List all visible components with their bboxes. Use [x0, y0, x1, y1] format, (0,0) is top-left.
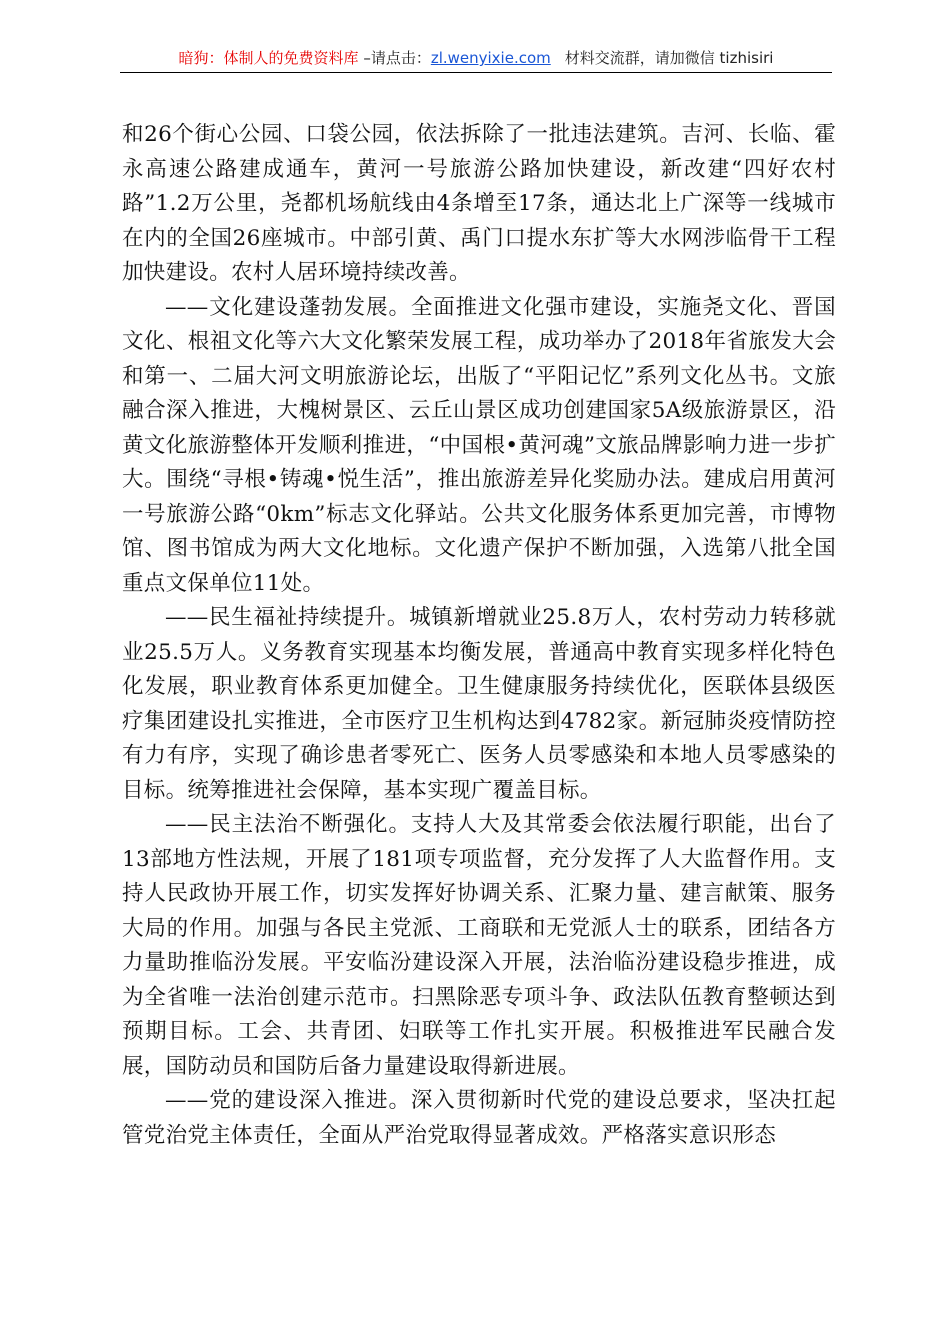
- paragraph-continuation: 和26个街心公园、口袋公园，依法拆除了一批违法建筑。吉河、长临、霍永高速公路建成通车，黄河一号旅游公路加快建设，新改建“四好农村路”1.2万公里，尧都机场航线由4条增至17条，通达北上广深等一线城市在内的全国26座城市。中部引黄、禹门口提水东扩等大水网涉临骨干工程加快建设。农村人居环境持续改善。: [122, 122, 836, 285]
- paragraph-livelihood: ——民生福祉持续提升。城镇新增就业25.8万人，农村劳动力转移就业25.5万人。义务教育实现基本均衡发展，普通高中教育实现多样化特色化发展，职业教育体系更加健全。卫生健康服务持续优化，医联体县级医疗集团建设扎实推进，全市医疗卫生机构达到4782家。新冠肺炎疫情防控有力有序，实现了确诊患者零死亡、医务人员零感染和本地人员零感染的目标。统筹推进社会保障，基本实现广覆盖目标。: [122, 605, 836, 803]
- header-brand: 暗狗：体制人的免费资料库: [178, 49, 359, 67]
- header-group-info: 材料交流群，请加微信 tizhisiri: [564, 49, 774, 67]
- paragraph-rule-of-law: ——民主法治不断强化。支持人大及其常委会依法履行职能，出台了13部地方性法规，开展了181项专项监督，充分发挥了人大监督作用。支持人民政协开展工作，切实发挥好协调关系、汇聚力量、建言献策、服务大局的作用。加强与各民主党派、工商联和无党派人士的联系，团结各方力量助推临汾发展。平安临汾建设深入开展，法治临汾建设稳步推进，成为全省唯一法治创建示范市。扫黑除恶专项斗争、政法队伍教育整顿达到预期目标。工会、共青团、妇联等工作扎实开展。积极推进军民融合发展，国防动员和国防后备力量建设取得新进展。: [122, 812, 836, 1079]
- paragraph-culture: ——文化建设蓬勃发展。全面推进文化强市建设，实施尧文化、晋国文化、根祖文化等六大文化繁荣发展工程，成功举办了2018年省旅发大会和第一、二届大河文明旅游论坛，出版了“平阳记忆”系列文化丛书。文旅融合深入推进，大槐树景区、云丘山景区成功创建国家5A级旅游景区，沿黄文化旅游整体开发顺利推进，“中国根•黄河魂”文旅品牌影响力进一步扩大。围绕“寻根•铸魂•悦生活”，推出旅游差异化奖励办法。建成启用黄河一号旅游公路“0km”标志文化驿站。公共文化服务体系更加完善，市博物馆、图书馆成为两大文化地标。文化遗产保护不断加强，入选第八批全国重点文保单位11处。: [122, 294, 836, 596]
- page-header: [120, 46, 832, 73]
- header-prompt: –请点击：: [358, 49, 431, 67]
- header-link[interactable]: zl.wenyixie.com: [430, 49, 551, 67]
- document-body: [122, 118, 836, 1153]
- paragraph-party-building: ——党的建设深入推进。深入贯彻新时代党的建设总要求，坚决扛起管党治党主体责任，全面从严治党取得显著成效。严格落实意识形态: [122, 1088, 836, 1148]
